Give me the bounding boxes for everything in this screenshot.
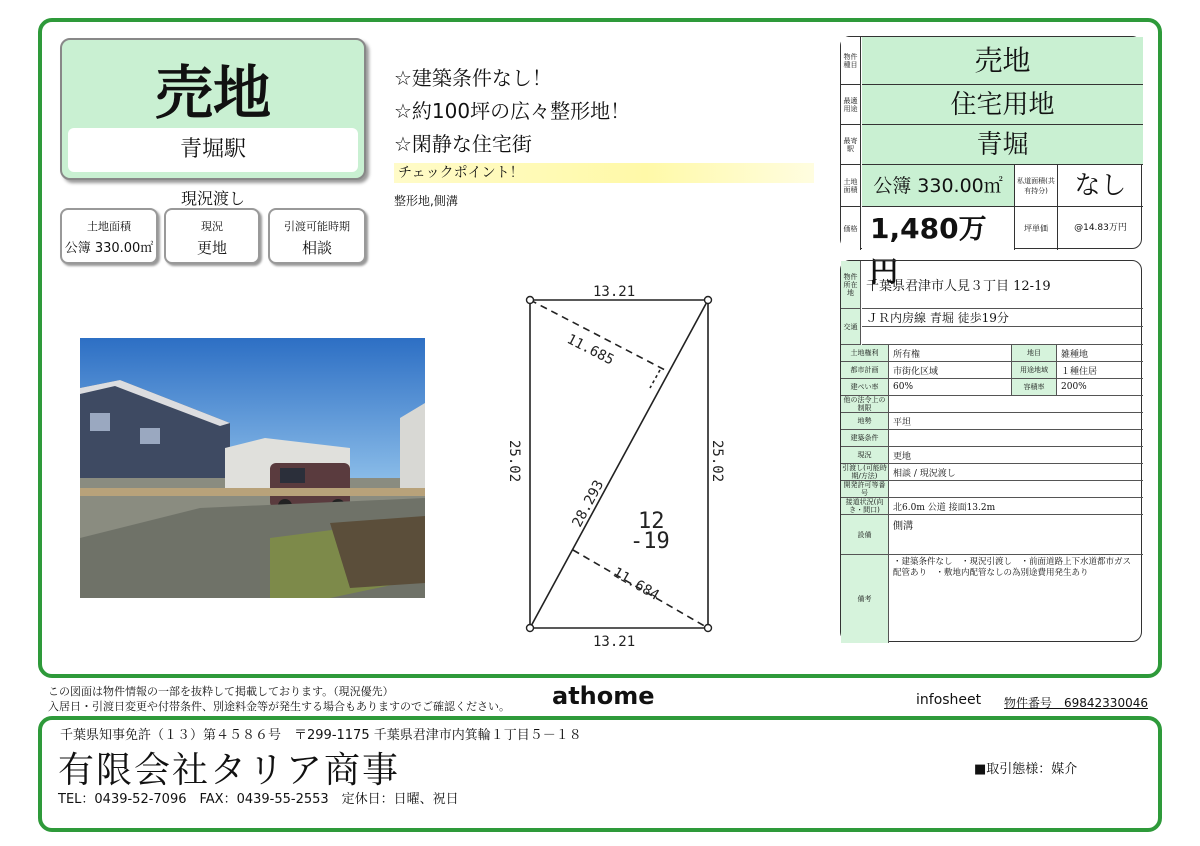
disclaimer-line-1: この図面は物件情報の一部を抜粋して掲載しております。（現況優先） [48, 685, 394, 698]
property-photo [80, 338, 425, 598]
detail-chimoku-label: 地目 [1011, 345, 1057, 362]
detail-toshi-label: 都市計画 [841, 362, 889, 379]
transaction-type: ■取引態様：媒介 [974, 762, 1078, 777]
status-line: 現況渡し [180, 189, 245, 208]
area-box [60, 208, 158, 264]
detail-setsudou: 北6.0m 公道 接面13.2m [889, 498, 1143, 515]
plan-diagonal-lower: 11.684 [610, 564, 662, 604]
plan-bottom-length: 13.21 [593, 634, 636, 650]
detail-kaihatsu [889, 481, 1143, 498]
checkpoint-text: 整形地,側溝 [394, 194, 458, 208]
point-2: ☆約100坪の広々整形地！ [394, 99, 631, 123]
handover-box [268, 208, 366, 264]
spec-tsubo-label: 坪単価 [1014, 207, 1058, 250]
athome-logo: athome [552, 682, 655, 710]
detail-youseki: 200% [1057, 379, 1143, 396]
spec-type-label: 物件種目 [841, 37, 861, 85]
point-1: ☆建築条件なし！ [394, 66, 552, 90]
detail-kenpei: 60% [889, 379, 1011, 396]
spec-use: 住宅用地 [862, 85, 1143, 125]
detail-toshi: 市街化区域 [889, 362, 1011, 379]
detail-chisei-label: 地勢 [841, 413, 889, 430]
detail-chisei: 平坦 [889, 413, 1143, 430]
spec-station: 青堀 [862, 125, 1143, 165]
condition-box-label: 現況 [201, 220, 223, 233]
detail-address-label: 物件所在地 [841, 261, 861, 309]
detail-hikiwatashi: 相談 / 現況渡し [889, 464, 1143, 481]
area-box-value: 公簿 330.00㎡ [64, 241, 154, 256]
spec-type: 売地 [862, 37, 1143, 85]
spec-price: 1,480万円 [862, 207, 1014, 250]
detail-youto-label: 用途地域 [1011, 362, 1057, 379]
detail-other-law-label: 他の法令上の制限 [841, 396, 889, 413]
detail-setsubi: 側溝 [889, 515, 1143, 555]
license-address: 千葉県知事免許（１３）第４５８６号 〒299-1175 千葉県君津市内箕輪１丁目５－１８ [60, 728, 582, 743]
company-name: 有限会社タリア商事 [58, 750, 401, 791]
point-3: ☆閑静な住宅街 [394, 132, 532, 156]
plan-right-length: 25.02 [709, 440, 725, 483]
bukken-number: 物件番号 69842330046 [1004, 696, 1148, 710]
detail-address: 千葉県君津市人見３丁目 12-19 [862, 261, 1143, 309]
spec-private-road-label: 私道面積(共有持分) [1014, 165, 1058, 207]
spec-price-label: 価格 [841, 207, 861, 250]
detail-youseki-label: 容積率 [1011, 379, 1057, 396]
detail-setsudou-label: 接道状況(向き・間口) [841, 498, 889, 515]
area-box-label: 土地面積 [87, 220, 131, 233]
detail-transport-blank [862, 327, 1143, 345]
condition-box-value: 更地 [196, 239, 227, 257]
spec-use-label: 最適用途 [841, 85, 861, 125]
spec-area: 公簿 330.00㎡ [862, 165, 1014, 207]
spec-area-label: 土地面積 [841, 165, 861, 207]
plan-left-length: 25.02 [506, 440, 522, 483]
detail-kenchiku [889, 430, 1143, 447]
plan-top-length: 13.21 [593, 284, 636, 300]
property-type-title: 売地 [154, 59, 271, 127]
disclaimer-line-2: 入居日・引渡日変更や付帯条件、別途料金等が発生する場合もありますのでご確認ください。 [48, 700, 510, 713]
detail-transport: ＪＲ内房線 青堀 徒歩19分 [862, 309, 1143, 327]
detail-youto: １種住居 [1057, 362, 1143, 379]
plan-lot-number-1: 12 [638, 509, 665, 534]
detail-kenpei-label: 建ぺい率 [841, 379, 889, 396]
spec-tsubo: @14.83万円 [1074, 223, 1127, 233]
detail-kenchiku-label: 建築条件 [841, 430, 889, 447]
title-box [60, 38, 366, 180]
contact-info: TEL：0439-52-7096 FAX：0439-55-2553 定休日：日曜、祝日 [58, 792, 459, 807]
spec-private-road: なし [1058, 165, 1143, 207]
detail-genkyo-label: 現況 [841, 447, 889, 464]
plan-diagonal-main: 28.293 [569, 477, 608, 530]
detail-setsubi-label: 設備 [841, 515, 889, 555]
detail-table [840, 260, 1142, 642]
detail-other-law [889, 396, 1143, 413]
checkpoint-title: チェックポイント！ [394, 163, 814, 183]
station-name: 青堀駅 [68, 128, 358, 172]
detail-chimoku: 雑種地 [1057, 345, 1143, 362]
detail-rights: 所有権 [889, 345, 1011, 362]
handover-box-label: 引渡可能時期 [284, 220, 350, 233]
spec-station-label: 最寄駅 [841, 125, 861, 165]
condition-box [164, 208, 260, 264]
detail-rights-label: 土地権利 [841, 345, 889, 362]
detail-hikiwatashi-label: 引渡し(可能時期/方法) [841, 464, 889, 481]
detail-transport-label: 交通 [841, 309, 861, 345]
detail-bikou-label: 備考 [841, 555, 889, 643]
site-plan [500, 280, 740, 650]
infosheet-label: infosheet [916, 692, 982, 708]
detail-genkyo: 更地 [889, 447, 1143, 464]
plan-diagonal-upper: 11.685 [564, 331, 617, 369]
plan-lot-number-2: -19 [630, 529, 670, 554]
detail-kaihatsu-label: 開発許可等番号 [841, 481, 889, 498]
detail-bikou: ・建築条件なし ・現況引渡し ・前面道路上下水道都市ガス配管あり ・敷地内配管なしの為別途費用発生あり [893, 557, 1132, 578]
handover-box-value: 相談 [301, 239, 332, 257]
